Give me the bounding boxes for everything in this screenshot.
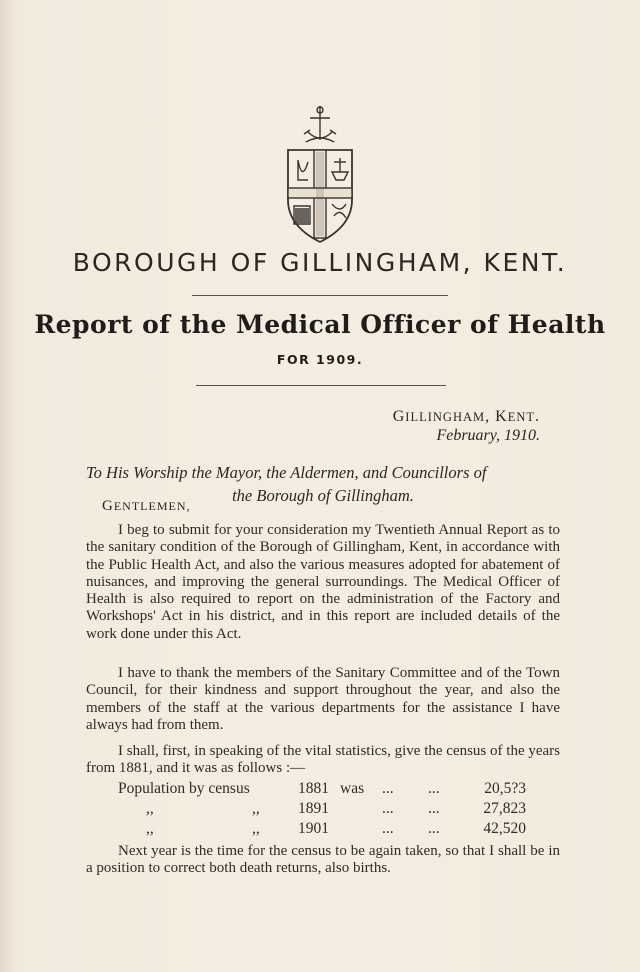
address-line: the Borough of Gillingham. xyxy=(232,486,414,505)
borough-heading: BOROUGH OF GILLINGHAM, KENT. xyxy=(72,248,568,277)
divider-rule xyxy=(192,295,448,296)
report-year: FOR 1909. xyxy=(276,352,364,367)
salutation: GENTLEMEN, xyxy=(102,498,191,514)
divider-rule xyxy=(196,385,446,386)
dateline-place: GILLINGHAM, KENT. xyxy=(392,408,540,425)
body-paragraph: Next year is the time for the census to be again taken, so that I shall be in a position to correct both death returns, also births. xyxy=(86,843,560,877)
coat-of-arms-icon xyxy=(284,104,356,244)
dateline-date: February, 1910. xyxy=(436,427,540,444)
page: BOROUGH OF GILLINGHAM, KENT. Report of the Medical Officer of Health FOR 1909. GILLINGHAM, KENT. February, 1910. To His Worship the Mayor, the Aldermen, and Councillors of the Borough of Gillingham. GENTLEMEN, I beg to submit for your consideration my Twentieth Annual Report as to the sanitary condition of the Borough of Gillingham, Kent, in accordance with the Public Health Act, and also the various measures adopted for abatement of nuisances, and improving the general surroundings. The Medical Officer of Health is also required to report on the administration of the Factory and Workshops' Act in his district, and in this report are included details of the work done under this Act. I have to thank the members of the Sanitary Committee and of the Town Council, for their kindness and support throughout the year, and also the members of the staff at the various departments for the assistance I have always had from them. I shall, first, in speaking of the vital statistics, give the census of the years from 1881, and it was as follows :— Population by census 1881 was ... ... 20,5?3 ,, ,, 1891 ... ... 27,823 ,, ,, 1901 ... ... 42,520 Next year is the time for the census to be again taken, so that I shall be in a position to correct both death returns, also births. xyxy=(0,0,640,972)
address-line: To His Worship the Mayor, the Aldermen, and Councillors of xyxy=(86,463,487,482)
body-paragraph: I beg to submit for your consideration my Twentieth Annual Report as to the sanitary condition of the Borough of Gillingham, Kent, in accordance with the Public Health Act, and also the various measures adopted for abatement of nuisances, and improving the general surroundings. The Medical Officer of Health is also required to report on the administration of the Factory and Workshops' Act in his district, and in this report are included details of the work done under this Act. xyxy=(86,522,560,642)
body-paragraph: I shall, first, in speaking of the vital statistics, give the census of the years from 1881, and it was as follows :— xyxy=(86,743,560,777)
report-title: Report of the Medical Officer of Health xyxy=(34,310,606,339)
body-paragraph: I have to thank the members of the Sanitary Committee and of the Town Council, for their kindness and support throughout the year, and also the members of the staff at the various departments for the assistance I have always had from them. xyxy=(86,665,560,733)
